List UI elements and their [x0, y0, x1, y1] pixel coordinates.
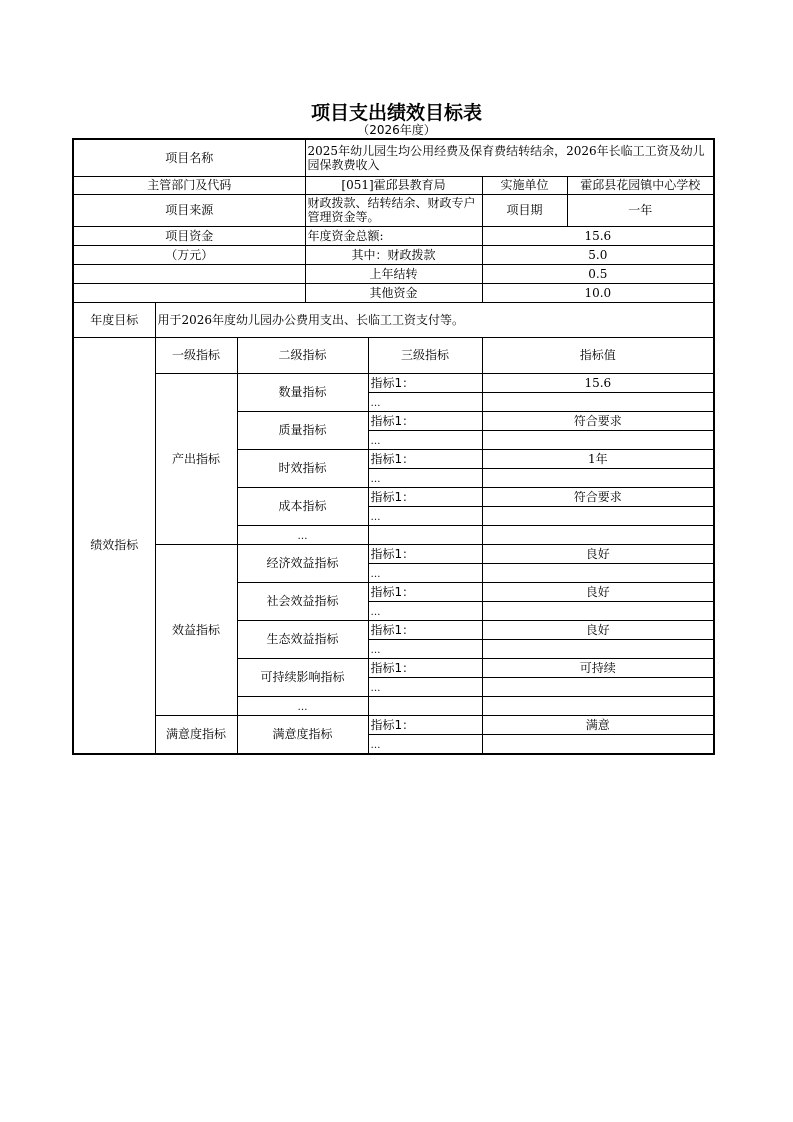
source-value: 财政拨款、结转结余、财政专户管理资金等。	[305, 194, 482, 226]
impl-value: 霍邱县花园镇中心学校	[567, 176, 714, 194]
level3-empty	[368, 525, 482, 544]
level3-more: …	[368, 506, 482, 525]
level3-indicator: 指标1：	[368, 620, 482, 639]
period-value: 一年	[567, 194, 714, 226]
indicator-value-empty	[482, 430, 714, 449]
indicator-value: 良好	[482, 582, 714, 601]
indicator-value-empty	[482, 696, 714, 715]
level2-more: …	[237, 696, 368, 715]
level3-more: …	[368, 677, 482, 696]
level3-indicator: 指标1：	[368, 449, 482, 468]
indicator-value: 符合要求	[482, 411, 714, 430]
project-name-label: 项目名称	[73, 139, 305, 176]
level1-indicator: 效益指标	[155, 544, 237, 715]
page-title: 项目支出绩效目标表	[310, 102, 482, 124]
indicator-value: 1年	[482, 449, 714, 468]
level3-indicator: 指标1：	[368, 715, 482, 734]
dept-value: [051]霍邱县教育局	[305, 176, 482, 194]
total-value: 15.6	[482, 226, 714, 245]
carry-label: 上年结转	[305, 264, 482, 283]
indicator-value-empty	[482, 525, 714, 544]
level3-indicator: 指标1：	[368, 658, 482, 677]
level3-indicator: 指标1：	[368, 373, 482, 392]
indicator-row	[73, 544, 714, 563]
indicator-value: 良好	[482, 544, 714, 563]
level1-indicator: 满意度指标	[155, 715, 237, 754]
indicator-value-empty	[482, 601, 714, 620]
header-level1: 一级指标	[155, 337, 237, 373]
indicators-section-label: 绩效指标	[73, 337, 155, 754]
level3-indicator: 指标1：	[368, 411, 482, 430]
level2-indicator: 数量指标	[237, 373, 368, 411]
level2-indicator: 成本指标	[237, 487, 368, 525]
dept-label: 主管部门及代码	[73, 176, 305, 194]
indicator-value-empty	[482, 392, 714, 411]
source-label: 项目来源	[73, 194, 305, 226]
project-name-value: 2025年幼儿园生均公用经费及保育费结转结余，2026年长临工工资及幼儿园保教费收入	[305, 139, 714, 176]
indicator-value: 可持续	[482, 658, 714, 677]
level3-more: …	[368, 430, 482, 449]
level1-indicator: 产出指标	[155, 373, 237, 544]
page-subtitle: （2026年度）	[357, 123, 436, 137]
level2-indicator: 时效指标	[237, 449, 368, 487]
level3-more: …	[368, 468, 482, 487]
indicator-value-empty	[482, 677, 714, 696]
funds-unit: （万元）	[73, 245, 305, 264]
indicator-value-empty	[482, 734, 714, 754]
level3-indicator: 指标1：	[368, 544, 482, 563]
level3-more: …	[368, 639, 482, 658]
impl-label: 实施单位	[482, 176, 567, 194]
indicator-value: 良好	[482, 620, 714, 639]
empty-cell	[73, 264, 305, 283]
performance-target-table	[72, 138, 715, 755]
level2-more: …	[237, 525, 368, 544]
level3-indicator: 指标1：	[368, 582, 482, 601]
header-level2: 二级指标	[237, 337, 368, 373]
level3-more: …	[368, 563, 482, 582]
period-label: 项目期	[482, 194, 567, 226]
fiscal-label: 其中：财政拨款	[305, 245, 482, 264]
funds-label: 项目资金	[73, 226, 305, 245]
target-value: 用于2026年度幼儿园办公费用支出、长临工工资支付等。	[155, 302, 714, 337]
level3-more: …	[368, 392, 482, 411]
indicator-value-empty	[482, 639, 714, 658]
header-value: 指标值	[482, 337, 714, 373]
level3-empty	[368, 696, 482, 715]
level2-indicator: 可持续影响指标	[237, 658, 368, 696]
level2-indicator: 生态效益指标	[237, 620, 368, 658]
fiscal-value: 5.0	[482, 245, 714, 264]
indicator-value-empty	[482, 506, 714, 525]
level3-more: …	[368, 734, 482, 754]
level3-more: …	[368, 601, 482, 620]
target-label: 年度目标	[73, 302, 155, 337]
indicator-row	[73, 715, 714, 734]
other-value: 10.0	[482, 283, 714, 302]
indicator-row	[73, 373, 714, 392]
carry-value: 0.5	[482, 264, 714, 283]
other-label: 其他资金	[305, 283, 482, 302]
header-level3: 三级指标	[368, 337, 482, 373]
indicator-value-empty	[482, 563, 714, 582]
indicator-value: 满意	[482, 715, 714, 734]
level2-indicator: 质量指标	[237, 411, 368, 449]
indicator-value: 15.6	[482, 373, 714, 392]
empty-cell	[73, 283, 305, 302]
indicator-value-empty	[482, 468, 714, 487]
indicator-value: 符合要求	[482, 487, 714, 506]
total-label: 年度资金总额:	[305, 226, 482, 245]
level2-indicator: 满意度指标	[237, 715, 368, 754]
level3-indicator: 指标1：	[368, 487, 482, 506]
level2-indicator: 社会效益指标	[237, 582, 368, 620]
level2-indicator: 经济效益指标	[237, 544, 368, 582]
